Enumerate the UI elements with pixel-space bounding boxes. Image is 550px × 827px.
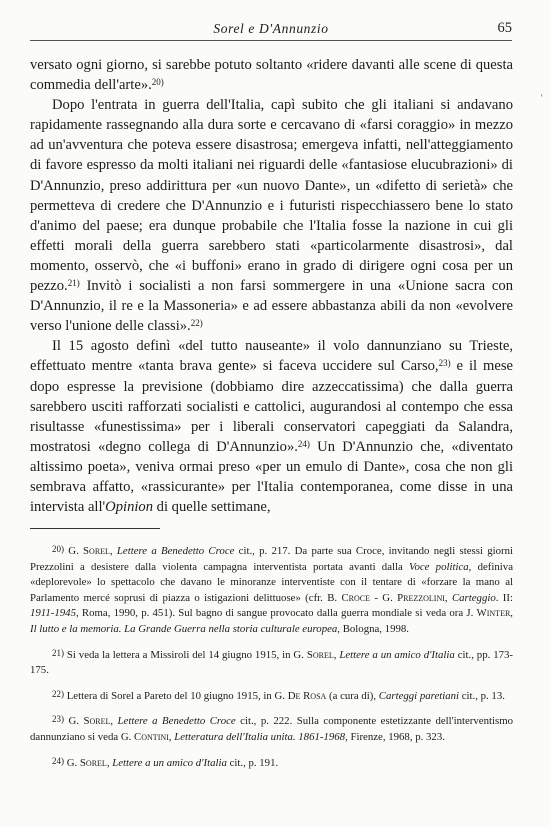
text-run: - G. [370,591,398,604]
text-run: G. [68,545,84,557]
text-run: cit., p. 13. [459,689,505,702]
small-caps-text: Croce [341,591,370,604]
footnote [30,712,513,745]
text-run: G. [66,756,80,769]
text-run: , [109,545,117,557]
text-run: , Bologna, 1998. [337,622,409,635]
text-run: , [444,591,452,604]
italic-text: Carteggi paretiani [378,689,460,702]
footnote-reference: 21) [67,278,80,289]
text-run: , [168,730,175,743]
small-caps-text: Sorel [83,545,110,557]
small-caps-text: Sorel [79,756,107,769]
text-run: Si veda la lettera a Missiroli del 14 giugno 1915, in G. [66,648,307,661]
footnote [30,687,513,705]
text-run: e il mese dopo espresse la previsione (dobbiamo dire azzeccatissima) che dalla guerra sarebbero usciti rafforzati socialisti e cattolici, augurandosi al contempo che essa risultasse «funestissima» per i liberali conservatori capeggiati da Salandra, mostratosi «degno collega di D'Annunzio». [30,358,513,455]
footnotes [30,542,513,779]
text-run: Un D'Annunzio che, «diventato altissimo poeta», veniva ormai preso «per un emulo di Dante», cosa che non gli sembrava affatto, «rassicurante» per l'Italia contemporanea, come disse in una intervista all' [30,438,513,516]
italic-text: Il lutto e la memoria. La Grande Guerra nella storia culturale europea [30,622,338,635]
footnote-number: 23) [52,714,64,725]
footnote-number: 24) [52,755,64,766]
text-run: G. [68,715,84,728]
italic-text: Lettere a Benedetto Croce [117,715,236,728]
small-caps-text: Winter [476,607,511,620]
text-run: Invitò i socialisti a non farsi sommergere in una «Unione sacra con D'Annunzio, il re e la Massoneria» e ad essere abbastanza abili da non «evolvere verso l'unione delle classi». [30,278,513,335]
footnote-reference: 20) [151,77,164,88]
text-run: Il 15 agosto definì «del tutto nauseante» il volo dannunziano su Trieste, effettuato mentre «tanta brava gente» si faceva uccidere sul Carso, [30,338,513,375]
text-run: , Roma, 1990, p. 451). Sul bagno di sangue provocato dalla guerra mondiale si veda ora J. [75,607,477,620]
footnote-number: 22) [52,688,64,699]
footnote-number: 20) [52,544,64,554]
text-run: , [510,607,513,620]
text-run: cit., p. 217. Da parte sua Croce, invitando negli stessi giorni Prezzolini a desistere dalla violenta campagna interventista portata avanti dalla [30,545,513,573]
paragraph [30,336,513,517]
scan-artifact-mark: ‘ [540,93,544,104]
running-title: Sorel e D'Annunzio [213,21,329,36]
footnote-reference: 24) [297,438,310,449]
text-run: , [333,648,340,661]
text-run: di quelle settimane, [153,499,271,516]
footnote-number: 21) [52,647,64,658]
text-run: , [106,756,113,769]
footnote [30,646,513,679]
footnote-reference: 23) [438,358,451,369]
footnote [30,542,513,638]
page-number: 65 [497,20,512,36]
small-caps-text: Contini [134,730,169,743]
footnote-reference: 22) [190,318,203,329]
italic-text: 1911-1945 [30,607,76,620]
italic-text: Lettere a un amico d'Italia [339,648,455,661]
text-run: , Firenze, 1968, p. 323. [345,730,445,743]
italic-text: Opinion [105,499,154,516]
text-run: Dopo l'entrata in guerra dell'Italia, capì subito che gli italiani si andavano rapidamente rassegnando alla dura sorte e cercavano di «farsi coraggio» in mezzo ad un'avventura che poteva essere disastrosa; emergeva infatti, nell'atteggiamento di favore espresso da molti italiani nei riguardi delle «fantasiose elucubrazioni» di D'Annunzio, preso addirittura per «un nuovo Dante», un «difetto di serietà» che permetteva di credere che D'Annunzio e i futuristi rispecchiassero bene lo stato d'animo del paese; era dunque probabile che l'Italia fosse la nazione in cui gli effetti morali della guerra sarebbero stati «particolarmente disastrosi», dal momento, osservò, che «i buffoni» erano in grado di dirigere ogni cosa per un pezzo. [30,97,513,295]
italic-text: Voce politica [409,560,469,573]
small-caps-text: Prezzolini [397,591,445,604]
text-run: cit., pp. 173-175. [30,648,513,677]
small-caps-text: Sorel [306,648,334,661]
text-run: , [110,715,118,728]
body-text [30,55,513,517]
footnote [30,754,513,772]
italic-text: Lettere a un amico d'Italia [112,756,227,769]
paragraph [30,55,513,95]
footnote-separator [30,528,160,529]
text-run: versato ogni giorno, si sarebbe potuto soltanto «ridere davanti alle scene di questa commedia dell'arte». [30,57,513,94]
text-run: cit., p. 191. [226,756,279,769]
text-run: Lettera di Sorel a Pareto del 10 giugno 1915, in G. [66,689,288,702]
text-run: cit., p. 222. Sulla componente estetizzante dell'interventismo dannunziano si veda G. [30,715,513,743]
italic-text: Letteratura dell'Italia unita. 1861-1968 [174,730,346,743]
text-run: (a cura di), [326,689,379,702]
small-caps-text: Sorel [83,715,111,728]
paragraph [30,95,513,336]
small-caps-text: De Rosa [287,689,327,702]
text-run: , definiva «deplorevole» lo spettacolo che davano le minoranze interventiste con il tentare di «forzare la mano al Parlamento mercé soprusi di piazza o istigazioni delittuose» (cfr. B. [30,560,513,604]
italic-text: Carteggio [451,591,496,604]
text-run: . II: [495,591,513,604]
italic-text: Lettere a Benedetto Croce [116,545,235,557]
running-header [30,18,512,41]
